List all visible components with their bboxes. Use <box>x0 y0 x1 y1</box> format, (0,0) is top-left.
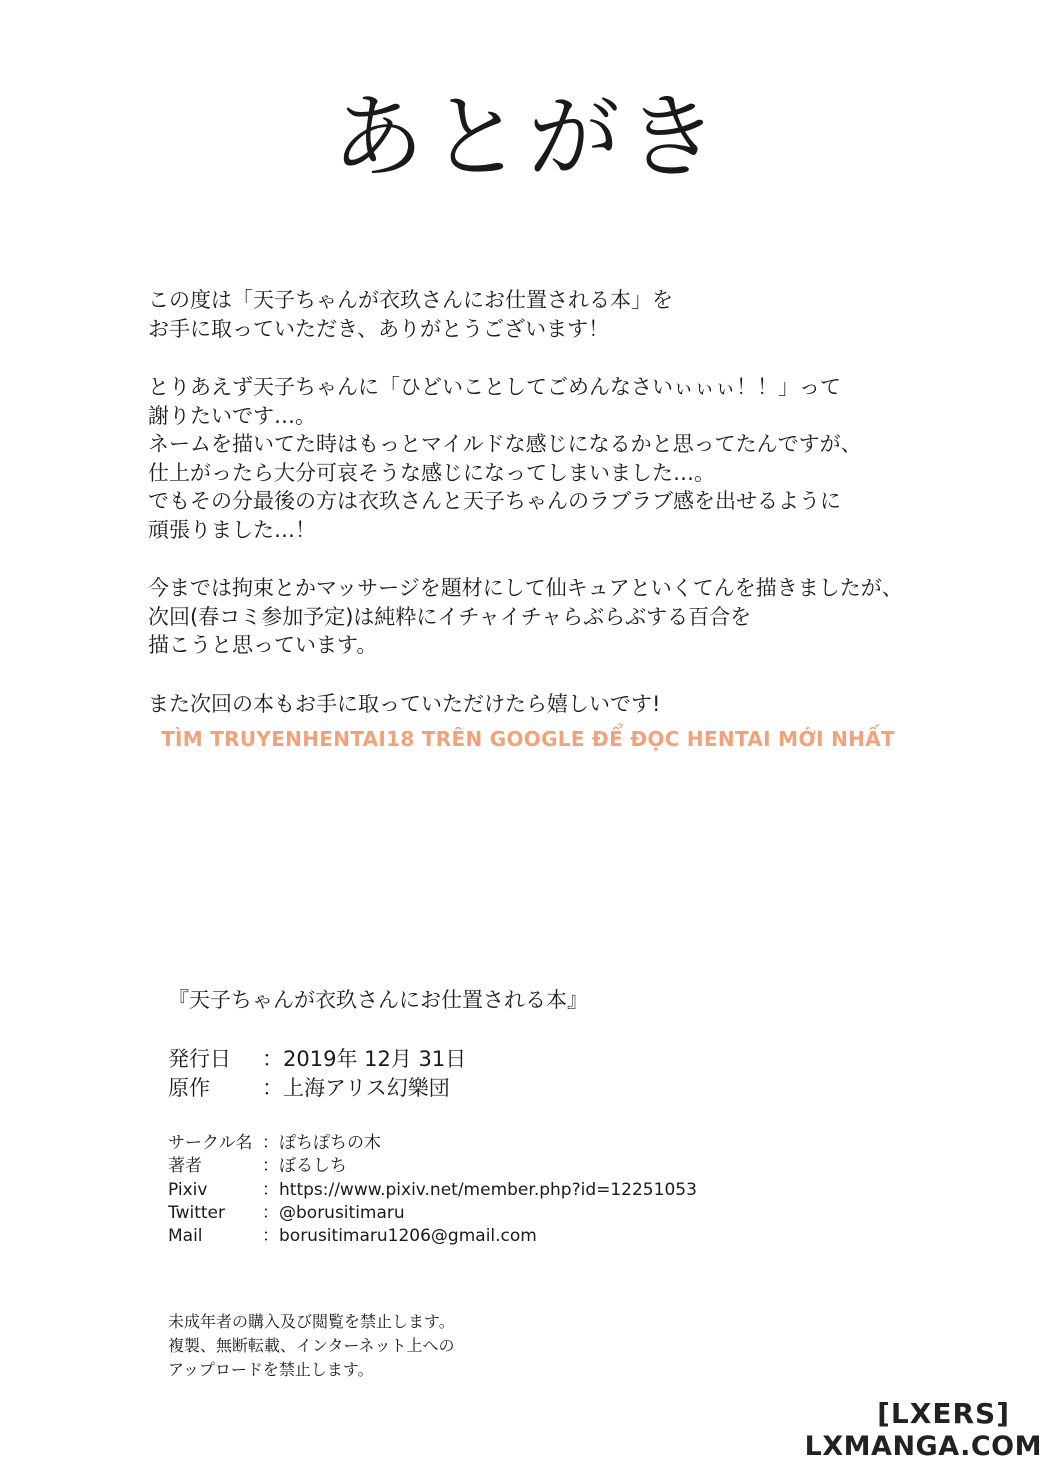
date-value: ：2019年 12月 31日 <box>262 1047 467 1071</box>
paragraph-1 <box>148 286 1008 343</box>
text-line: 謝りたいです…。 <box>148 403 316 428</box>
author-label: 著者 <box>168 1156 202 1176</box>
notice-line: アップロードを禁止します。 <box>168 1360 374 1379</box>
watermark-text: TÌM TRUYENHENTAI18 TRÊN GOOGLE ĐỂ ĐỌC HENTAI MỚI NHẤT <box>161 727 895 751</box>
paragraph-2 <box>148 373 1008 544</box>
colophon-row-author <box>168 1151 347 1176</box>
paragraph-3 <box>148 574 1008 660</box>
text-line: 描こうと思っています。 <box>148 633 378 657</box>
original-value: ：上海アリス幻樂団 <box>262 1076 450 1100</box>
text-line: お手に取っていただき、ありがとうございます！ <box>148 316 610 341</box>
colophon-row-original <box>168 1072 450 1102</box>
text-line: また次回の本もお手に取っていただけたら嬉しいです! <box>148 691 661 716</box>
text-line: この度は「天子ちゃんが衣玖さんにお仕置される本」を <box>148 288 673 312</box>
text-line: ネームを描いてた時はもっとマイルドな感じになるかと思ってたんですが、 <box>148 432 862 456</box>
text-line: 次回(春コミ参加予定)は純粋にイチャイチャらぶらぶする百合を <box>148 604 752 629</box>
original-label: 原作 <box>168 1076 210 1100</box>
afterword-body <box>148 286 1008 748</box>
notice-line: 複製、無断転載、インターネット上への <box>168 1336 455 1355</box>
legal-notice <box>168 1310 455 1382</box>
colophon-row-pixiv <box>168 1175 697 1200</box>
text-line: 今までは拘束とかマッサージを題材にして仙キュアといくてんを描きましたが、 <box>148 576 903 600</box>
author-value: ：ぼるしち <box>262 1156 347 1176</box>
logo-line-1: [LXERS] <box>877 1397 1010 1430</box>
circle-value: ：ぽちぽちの木 <box>262 1133 381 1153</box>
colophon-row-date <box>168 1043 466 1073</box>
pixiv-value: ：https://www.pixiv.net/member.php?id=12251053 <box>262 1180 697 1200</box>
date-label: 発行日 <box>168 1047 231 1071</box>
twitter-value: ：@borusitimaru <box>262 1203 405 1223</box>
colophon-row-twitter <box>168 1198 405 1223</box>
logo-line-2: LXMANGA.COM <box>804 1431 1042 1462</box>
text-line: 頑張りました…！ <box>148 517 316 542</box>
colophon-row-circle <box>168 1128 381 1153</box>
site-logo <box>805 1398 1042 1464</box>
circle-label: サークル名 <box>168 1133 253 1153</box>
twitter-label: Twitter <box>168 1203 225 1223</box>
text-line: でもその分最後の方は衣玖さんと天子ちゃんのラブラブ感を出せるように <box>148 489 841 513</box>
mail-value: ：borusitimaru1206@gmail.com <box>262 1226 537 1246</box>
text-line: とりあえず天子ちゃんに「ひどいことしてごめんなさいぃぃぃ！！」って <box>148 375 841 399</box>
pixiv-label: Pixiv <box>168 1180 208 1200</box>
book-title: 『天子ちゃんが衣玖さんにお仕置される本』 <box>168 988 588 1012</box>
notice-line: 未成年者の購入及び閲覧を禁止します。 <box>168 1312 455 1331</box>
page-title: あとがき <box>331 84 724 191</box>
paragraph-4 <box>148 690 1008 719</box>
mail-label: Mail <box>168 1226 203 1246</box>
colophon-row-mail <box>168 1221 537 1246</box>
text-line: 仕上がったら大分可哀そうな感じになってしまいました…。 <box>148 460 715 485</box>
